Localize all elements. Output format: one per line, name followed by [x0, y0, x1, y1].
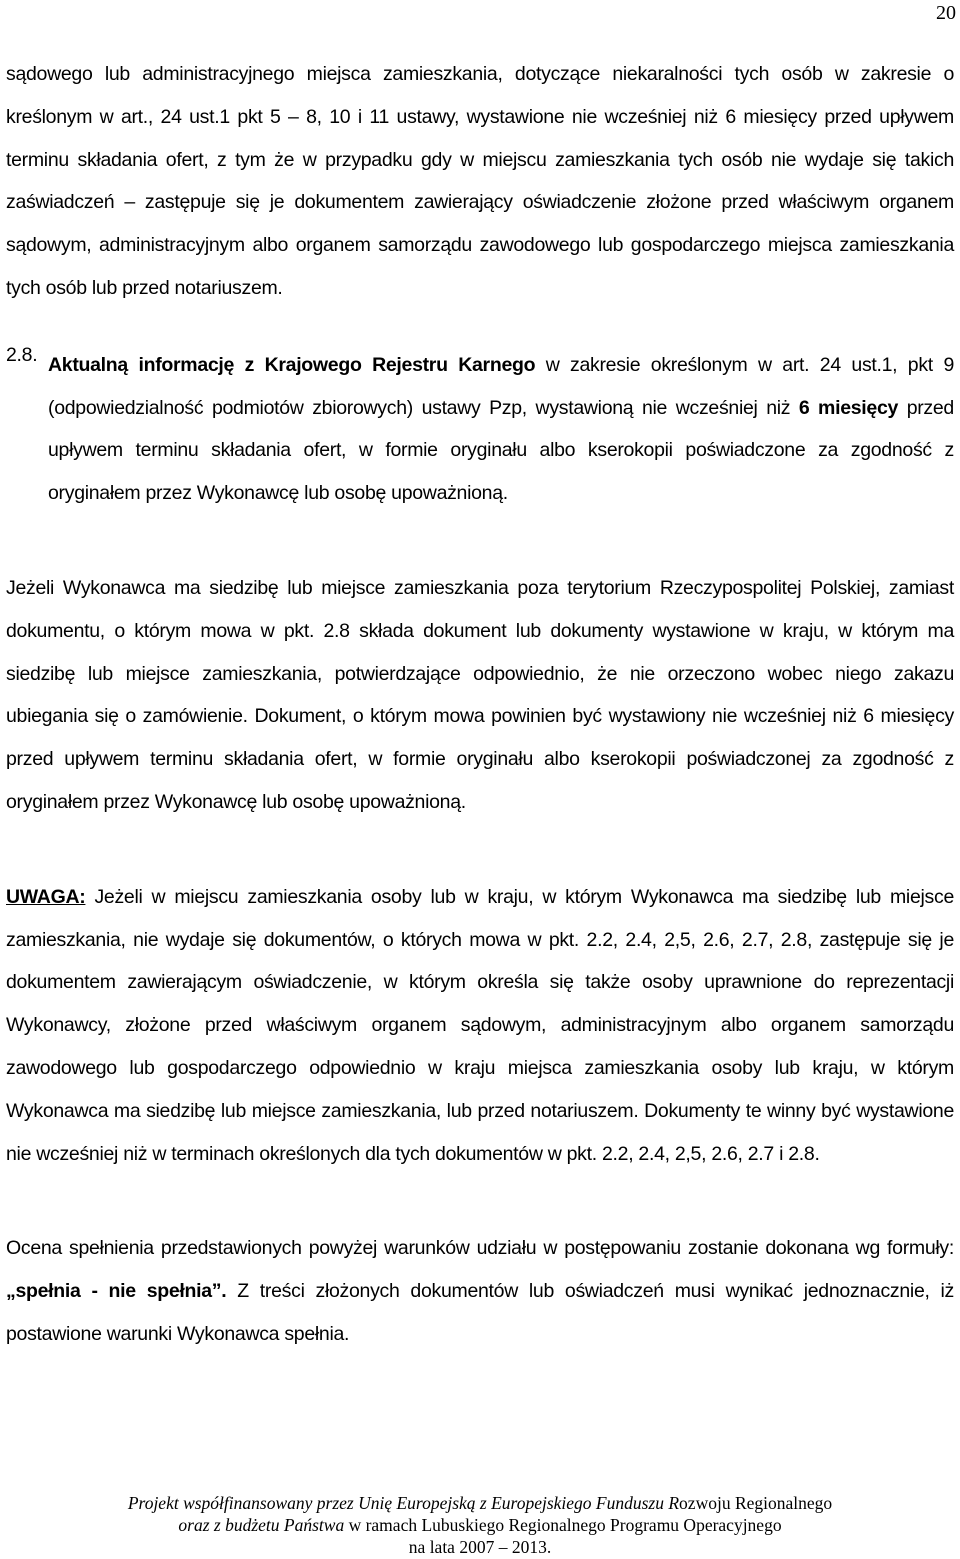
section-2-8-months: 6 miesięcy [798, 396, 899, 419]
page-footer [0, 1492, 960, 1558]
section-2-8-title: Aktualną informację z Krajowego Rejestru Karnego [48, 353, 536, 376]
footer-line-2-normal: w ramach Lubuskiego Regionalnego Programu Operacyjnego [344, 1515, 782, 1535]
assessment-formula: „spełnia - nie spełnia”. [6, 1280, 227, 1303]
assessment-text-b: Z treści złożonych dokumentów lub oświadczeń musi wynikać jednoznacznie, iż postawione warunki Wykonawca spełnia. [6, 1280, 955, 1345]
section-number: 2.8. [6, 343, 38, 366]
footer-line-1 [0, 1492, 960, 1514]
footer-line-2 [0, 1514, 960, 1536]
footer-line-2-italic: oraz z budżetu Państwa [178, 1515, 345, 1535]
uwaga-label: UWAGA: [6, 885, 86, 908]
footer-line-1-italic: Projekt współfinansowany przez Unię Europejską z Europejskiego Funduszu R [127, 1493, 680, 1513]
footer-line-3: na lata 2007 – 2013. [408, 1537, 552, 1557]
uwaga-text: Jeżeli w miejscu zamieszkania osoby lub w kraju, w którym Wykonawca ma siedzibę lub miejsce zamieszkania, nie wydaje się dokumentów, o których mowa w pkt. 2.2, 2.4, 2,5, 2.6, 2.7, 2.8, zastępuje się je dokumentem zawierającym oświadczenie, w którym określa się także osoby uprawnione do reprezentacji Wykonawcy, złożone przed właściwym organem sądowym, administracyjnym albo organem samorządu zawodowego lub gospodarczego odpowiednio w kraju miejsca zamieszkania osoby lub kraju, w którym Wykonawca ma siedzibę lub miejsce zamieszkania, lub przed notariuszem. Dokumenty te winny być wystawione nie wcześniej niż w terminach określonych dla tych dokumentów w pkt. 2.2, 2.4, 2,5, 2.6, 2.7 i 2.8. [6, 885, 954, 1165]
section-2-8-text-b: przed upływem terminu składania ofert, w formie oryginału albo kserokopii poświadczone za zgodność z oryginałem przez Wykonawcę lub osobę upoważnioną. [48, 396, 954, 505]
section-2-8 [6, 344, 954, 515]
paragraph-assessment [6, 1227, 954, 1355]
document-body [6, 53, 954, 1356]
paragraph-uwaga [6, 876, 954, 1176]
section-2-8-text [48, 344, 954, 515]
footer-line-1-normal: ozwoju Regionalnego [679, 1493, 833, 1513]
section-2-8-text-a: w zakresie określonym w art. 24 ust.1, pkt 9 (odpowiedzialność podmiotów zbiorowych) ustawy Pzp, wystawioną nie wcześniej niż [48, 353, 954, 419]
page-number: 20 [936, 2, 956, 24]
paragraph-criminal-record-intro: sądowego lub administracyjnego miejsca zamieszkania, dotyczące niekaralności tych osób w zakresie o kreślonym w art., 24 ust.1 pkt 5 – 8, 10 i 11 ustawy, wystawione nie wcześniej niż 6 miesięcy przed upływem terminu składania ofert, z tym że w przypadku gdy w miejscu zamieszkania tych osób nie wydaje się takich zaświadczeń – zastępuje się je dokumentem zawierający oświadczenie złożone przed właściwym organem sądowym, administracyjnym albo organem samorządu zawodowego lub gospodarczego miejsca zamieszkania tych osób lub przed notariuszem. [6, 63, 954, 299]
paragraph-foreign-contractor: Jeżeli Wykonawca ma siedzibę lub miejsce zamieszkania poza terytorium Rzeczypospolitej Polskiej, zamiast dokumentu, o którym mowa w pkt. 2.8 składa dokument lub dokumenty wystawione w kraju, w którym ma siedzibę lub miejsce zamieszkania, potwierdzające odpowiednio, że nie orzeczono wobec niego zakazu ubiegania się o zamówienie. Dokument, o którym mowa powinien być wystawiony nie wcześniej niż 6 miesięcy przed upływem terminu składania ofert, w formie oryginału albo kserokopii poświadczonej za zgodność z oryginałem przez Wykonawcę lub osobę upoważnioną. [6, 576, 954, 813]
assessment-text-a: Ocena spełnienia przedstawionych powyżej warunków udziału w postępowaniu zostanie dokonana wg formuły: [6, 1237, 954, 1260]
